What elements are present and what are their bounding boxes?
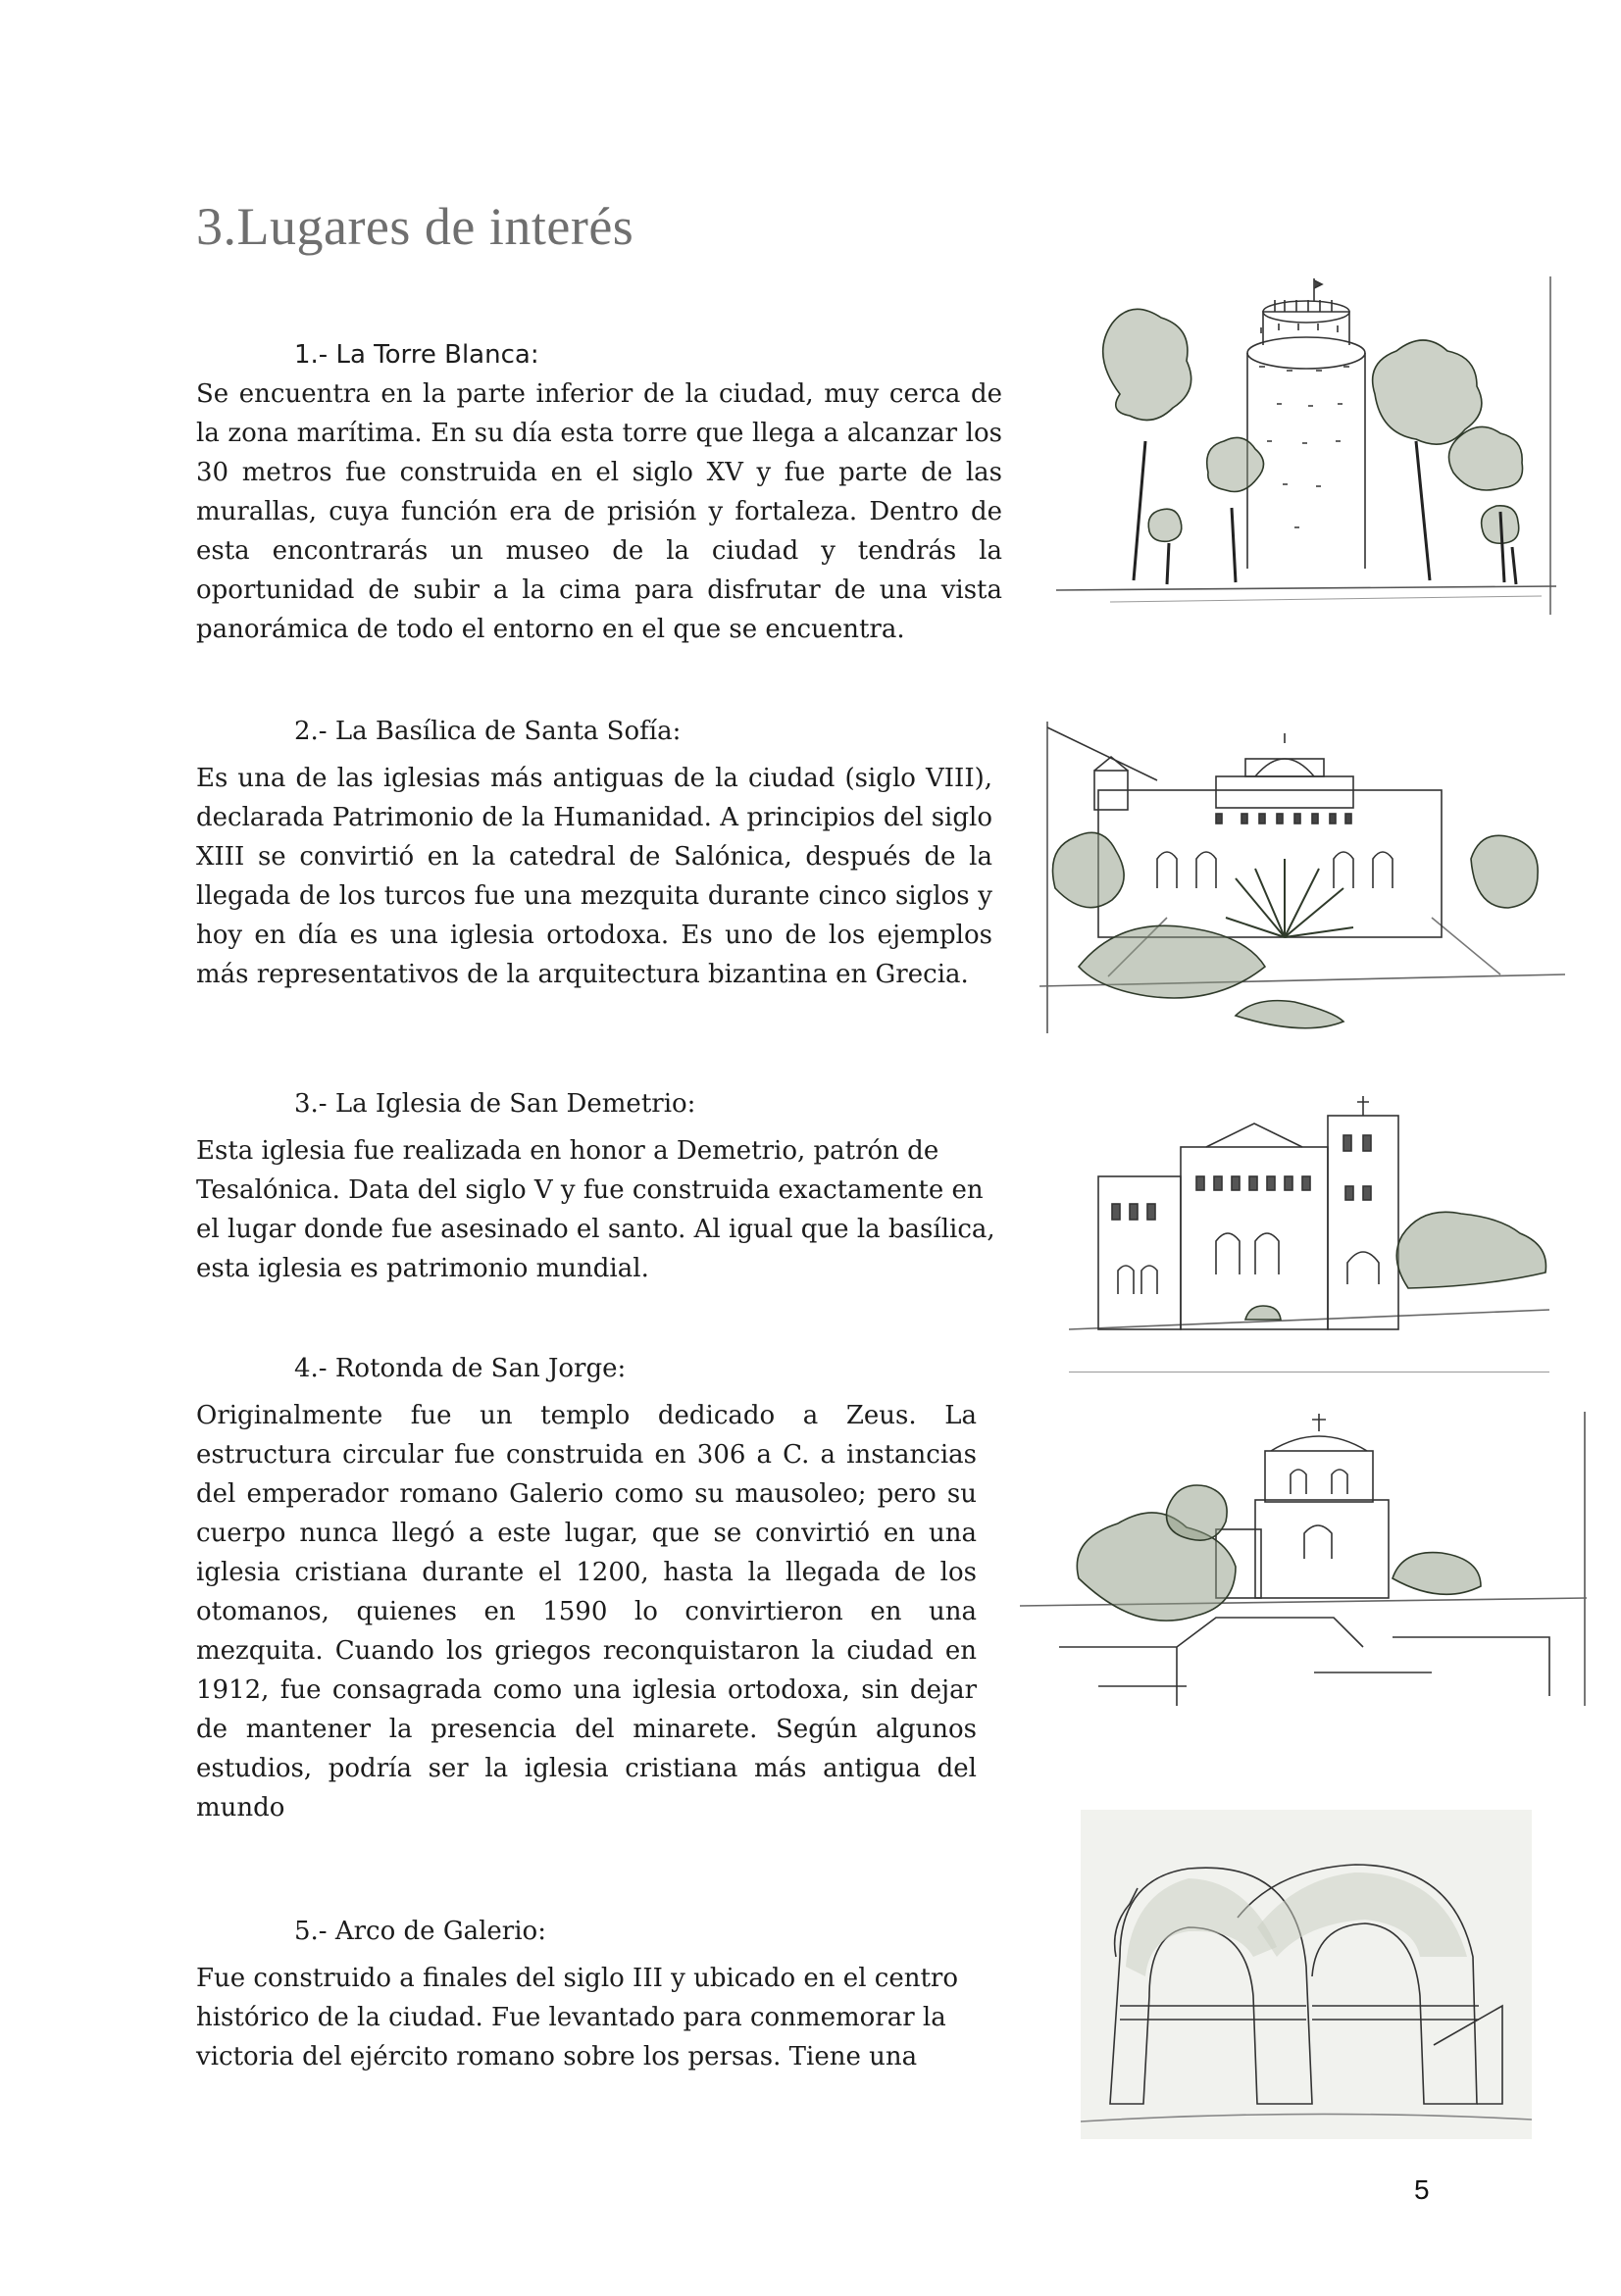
section-body: Es una de las iglesias más antiguas de la ciudad (siglo VIII), declarada Patrimonio de la Humanidad. A principios del siglo XIII se convirtió en la catedral de Salónica, después de la llegada de los turcos fue una mezquita durante cinco siglos y hoy en día es una iglesia ortodoxa. Es uno de los ejemplos más representativos de la arquitectura bizantina en Grecia. [196, 764, 992, 989]
page-number: 5 [1414, 2174, 1430, 2205]
section-body: Originalmente fue un templo dedicado a Zeus. La estructura circular fue construida en 306 a C. a instancias del emperador romano Galerio como su mausoleo; pero su cuerpo nunca llegó a este lugar, que se convirtió en una iglesia cristiana durante el 1200, hasta la llegada de los otomanos, quienes en 1590 lo convirtieron en una mezquita. Cuando los griegos reconquistaron la ciudad en 1912, fue consagrada como una iglesia ortodoxa, sin dejar de mantener la presencia del minarete. Según algunos estudios, podría ser la iglesia cristiana más antigua del mundo [196, 1401, 977, 1822]
arch-of-galerius-illustration [1081, 1810, 1532, 2139]
section-santa-sofia [196, 712, 992, 994]
section-rotonda [196, 1349, 977, 1827]
section-heading: 2.- La Basílica de Santa Sofía: [294, 717, 682, 746]
white-tower-illustration [1051, 276, 1561, 615]
section-heading: 5.- Arco de Galerio: [294, 1917, 546, 1946]
section-torre-blanca [196, 335, 1002, 649]
section-heading: 3.- La Iglesia de San Demetrio: [294, 1089, 696, 1119]
section-heading: 1.- La Torre Blanca: [294, 340, 539, 370]
saint-demetrius-illustration [1069, 1088, 1549, 1373]
page-title: 3.Lugares de interés [196, 197, 634, 256]
section-body: Se encuentra en la parte inferior de la ciudad, muy cerca de la zona marítima. En su día esta torre que llega a alcanzar los 30 metros fue construida en el siglo XV y fue parte de las murallas, cuya función era de prisión y fortaleza. Dentro de esta encontrarás un museo de la ciudad y tendrás la oportunidad de subir a la cima para disfrutar de una vista panorámica de todo el entorno en el que se encuentra. [196, 379, 1002, 644]
hagia-sophia-illustration [1039, 722, 1565, 1033]
section-arco-galerio [196, 1912, 981, 2076]
section-heading: 4.- Rotonda de San Jorge: [294, 1354, 627, 1383]
section-san-demetrio [196, 1084, 1010, 1288]
section-body: Fue construido a finales del siglo III y ubicado en el centro histórico de la ciudad. Fue levantado para conmemorar la victoria del ejército romano sobre los persas. Tiene una [196, 1964, 958, 2071]
section-body: Esta iglesia fue realizada en honor a Demetrio, patrón de Tesalónica. Data del siglo V y fue construida exactamente en el lugar donde fue asesinado el santo. Al igual que la basílica, esta iglesia es patrimonio mundial. [196, 1136, 995, 1283]
rotunda-illustration [1020, 1412, 1587, 1706]
